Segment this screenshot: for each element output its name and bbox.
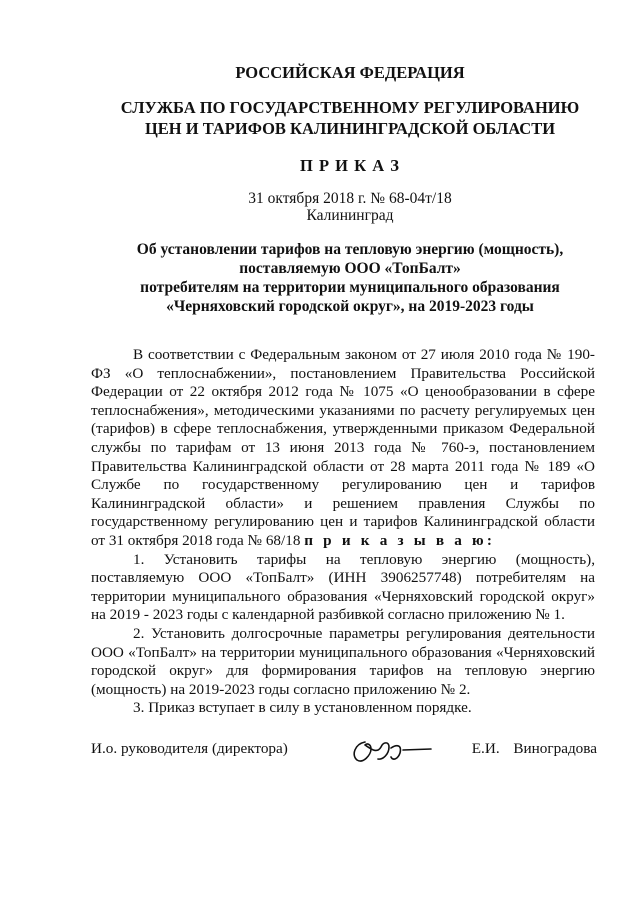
order-word: п р и к а з ы в а ю: — [304, 531, 496, 549]
title-line3: потребителям на территории муниципального образования — [140, 279, 560, 296]
item2-paragraph: 2. Установить долгосрочные параметры регулирования деятельности ООО «ТопБалт» на территории муниципального образования «Черняховский городской округ» для формирования тарифов на тепловую энергию (мощность) на 2019-2023 годы согласно приложению № 2. — [91, 624, 595, 698]
agency-heading-line1: СЛУЖБА ПО ГОСУДАРСТВЕННОМУ РЕГУЛИРОВАНИЮ — [120, 98, 580, 117]
signature-block — [91, 733, 597, 773]
item3-paragraph: 3. Приказ вступает в силу в установленном порядке. — [133, 699, 472, 717]
order-body — [91, 346, 595, 718]
preamble-paragraph — [91, 346, 595, 551]
handwritten-signature — [347, 733, 443, 767]
title-line1: Об установлении тарифов на тепловую энергию (мощность), — [136, 241, 564, 258]
title-line2: поставляемую ООО «ТопБалт» — [239, 260, 461, 277]
item1-paragraph: 1. Установить тарифы на тепловую энергию (мощность), поставляемую ООО «ТопБалт» (ИНН 3906257748) потребителям на территории муниципального образования «Черняховский городской округ» на 2019 - 2023 годы с календарной разбивкой согласно приложению № 1. — [91, 550, 595, 624]
signatory-name: Е.И. Виноградова — [471, 740, 597, 757]
city: Калининград — [306, 207, 394, 224]
title-line4: «Черняховский городской округ», на 2019-2023 годы — [166, 298, 534, 315]
agency-heading-line2: ЦЕН И ТАРИФОВ КАЛИНИНГРАДСКОЙ ОБЛАСТИ — [144, 119, 556, 138]
signatory-position: И.о. руководителя (директора) — [91, 740, 288, 757]
date-number: 31 октября 2018 г. № 68-04т/18 — [248, 190, 452, 207]
doc-type-heading: П Р И К А З — [300, 156, 400, 175]
country-heading: РОССИЙСКАЯ ФЕДЕРАЦИЯ — [235, 63, 465, 82]
preamble-text: В соответствии с Федеральным законом от 27 июля 2010 года № 190-ФЗ «О теплоснабжении», постановлением Правительства Российской Федерации от 22 октября 2012 года № 1075 «О ценообразовании в сфере теплоснабжения», методическими указаниями по расчету регулируемых цен (тарифов) в сфере теплоснабжения, утвержденными приказом Федеральной службы по тарифам от 13 июня 2013 года № 760-э, постановлением Правительства Калининградской области от 28 марта 2011 года № 189 «О Службе по государственному регулированию цен и тарифов Калининградской области» и решением правления Службы по государственному регулированию цен и тарифов Калининградской области от 31 октября 2018 года № 68/18 — [91, 346, 595, 549]
